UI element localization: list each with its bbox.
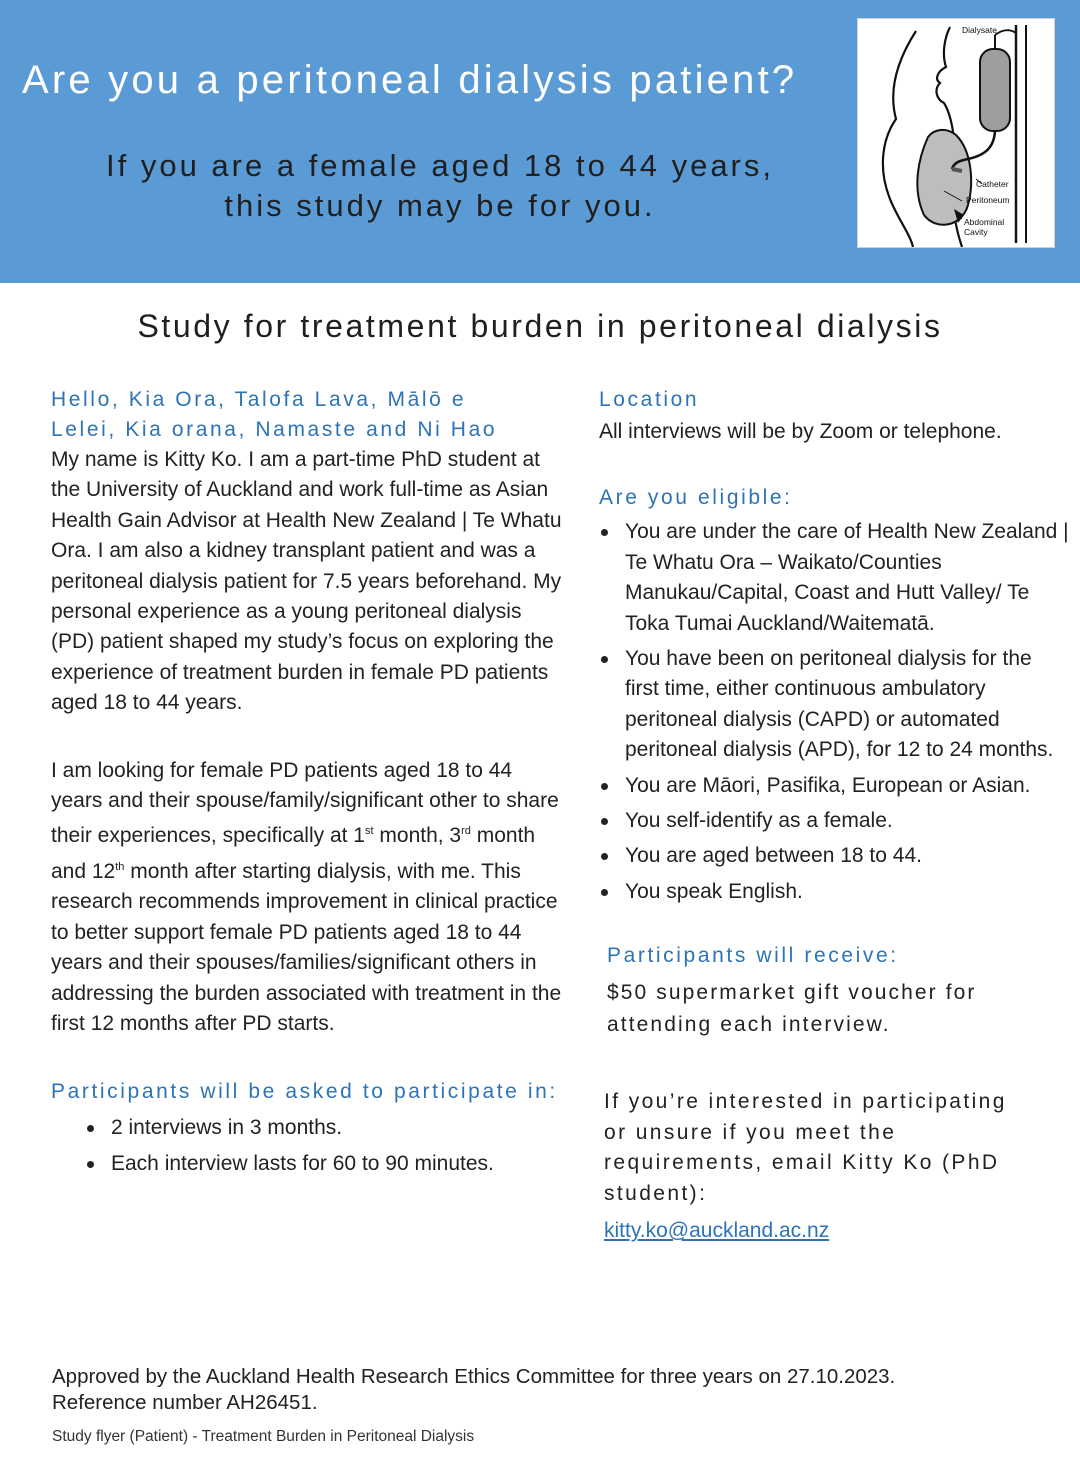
greeting-heading bbox=[51, 385, 566, 445]
participate-heading: Participants will be asked to participate in: bbox=[51, 1080, 558, 1104]
participate-list bbox=[85, 1113, 566, 1179]
looking-sup-2: rd bbox=[461, 825, 471, 838]
header-banner bbox=[0, 0, 1080, 283]
looking-sup-1: st bbox=[365, 825, 374, 838]
right-column bbox=[599, 385, 1069, 1243]
intro-paragraph: My name is Kitty Ko. I am a part-time PhD student at the University of Auckland and work full-time as Asian Health Gain Advisor at Health New Zealand | Te Whatu Ora. I am also a kidney transplant patient and was a peritoneal dialysis patient for 7.5 years beforehand. My personal experience as a young peritoneal dialysis (PD) patient shaped my study’s focus on exploring the experience of treatment burden in female PD patients aged 18 to 44 years. bbox=[51, 448, 562, 715]
eligible-list bbox=[599, 517, 1069, 907]
looking-text-4: month after starting dialysis, with me. This research recommends improvement in clinical practice to better support female PD patients aged 18 to 44 years and their spouses/families/significant others in addressing the burden associated with treatment in the first 12 months after PD starts. bbox=[51, 859, 562, 1035]
label-abdominal: Abdominal bbox=[964, 217, 1005, 227]
list-item: You are under the care of Health New Zealand | Te Whatu Ora – Waikato/Counties Manukau/Capital, Coast and Hutt Valley/ Te Toka Tumai Auckland/Waitematā. bbox=[599, 517, 1069, 639]
receive-section bbox=[607, 941, 1069, 1041]
location-text: All interviews will be by Zoom or telephone. bbox=[599, 420, 1002, 443]
reference-suffix: . bbox=[311, 1391, 318, 1414]
eligible-heading: Are you eligible: bbox=[599, 486, 793, 510]
location-heading: Location bbox=[599, 388, 700, 411]
approval-text: Approved by the Auckland Health Research Ethics Committee for three years on 27.10.2023. bbox=[52, 1365, 896, 1388]
banner-title: Are you a peritoneal dialysis patient? bbox=[22, 58, 798, 102]
list-item: You are Māori, Pasifika, European or Asian. bbox=[599, 771, 1069, 801]
label-peritoneum: Peritoneum bbox=[966, 195, 1010, 205]
looking-text-3: month and 12 bbox=[51, 824, 536, 883]
looking-sup-3: th bbox=[115, 860, 125, 873]
list-item: You have been on peritoneal dialysis for the first time, either continuous ambulatory peritoneal dialysis (CAPD) or automated peritoneal dialysis (APD), for 12 to 24 months. bbox=[599, 644, 1069, 766]
reference-line bbox=[52, 1390, 1062, 1416]
flyer-caption: Study flyer (Patient) - Treatment Burden in Peritoneal Dialysis bbox=[52, 1428, 475, 1445]
list-item: You speak English. bbox=[599, 877, 1069, 907]
reference-number: AH26451 bbox=[226, 1391, 312, 1414]
greeting-line1: Hello, Kia Ora, Talofa Lava, Mālō e bbox=[51, 388, 467, 411]
label-catheter: Catheter bbox=[976, 179, 1009, 189]
banner-subtitle-line2: this study may be for you. bbox=[224, 188, 656, 223]
label-dialysate: Dialysate bbox=[962, 25, 997, 35]
study-title: Study for treatment burden in peritoneal dialysis bbox=[137, 308, 943, 344]
greeting-line2: Lelei, Kia orana, Namaste and Ni Hao bbox=[51, 418, 498, 441]
list-item: 2 interviews in 3 months. bbox=[85, 1113, 566, 1143]
contact-section bbox=[604, 1087, 1024, 1243]
receive-text: $50 supermarket gift voucher for attending each interview. bbox=[607, 981, 977, 1037]
contact-text: If you’re interested in participating or unsure if you meet the requirements, email Kitty Ko (PhD student): bbox=[604, 1090, 1007, 1205]
list-item: You are aged between 18 to 44. bbox=[599, 841, 1069, 871]
footer bbox=[52, 1364, 1062, 1446]
reference-prefix: Reference number bbox=[52, 1391, 227, 1414]
list-item: Each interview lasts for 60 to 90 minutes. bbox=[85, 1149, 566, 1179]
left-column bbox=[51, 385, 566, 1184]
dialysis-diagram-illustration bbox=[858, 19, 1054, 247]
list-item: You self-identify as a female. bbox=[599, 806, 1069, 836]
banner-subtitle bbox=[40, 146, 840, 226]
email-link[interactable]: kitty.ko@auckland.ac.nz bbox=[604, 1219, 830, 1243]
looking-paragraph bbox=[51, 756, 566, 1040]
dialysis-diagram bbox=[857, 18, 1055, 248]
looking-text-1: I am looking for female PD patients aged 18 to 44 years and their spouse/family/significant other to share their experiences, specifically at 1 bbox=[51, 758, 559, 848]
looking-text-2: month, 3 bbox=[373, 824, 462, 848]
banner-subtitle-line1: If you are a female aged 18 to 44 years, bbox=[105, 148, 774, 183]
receive-heading: Participants will receive: bbox=[607, 944, 899, 968]
label-cavity: Cavity bbox=[964, 227, 988, 237]
